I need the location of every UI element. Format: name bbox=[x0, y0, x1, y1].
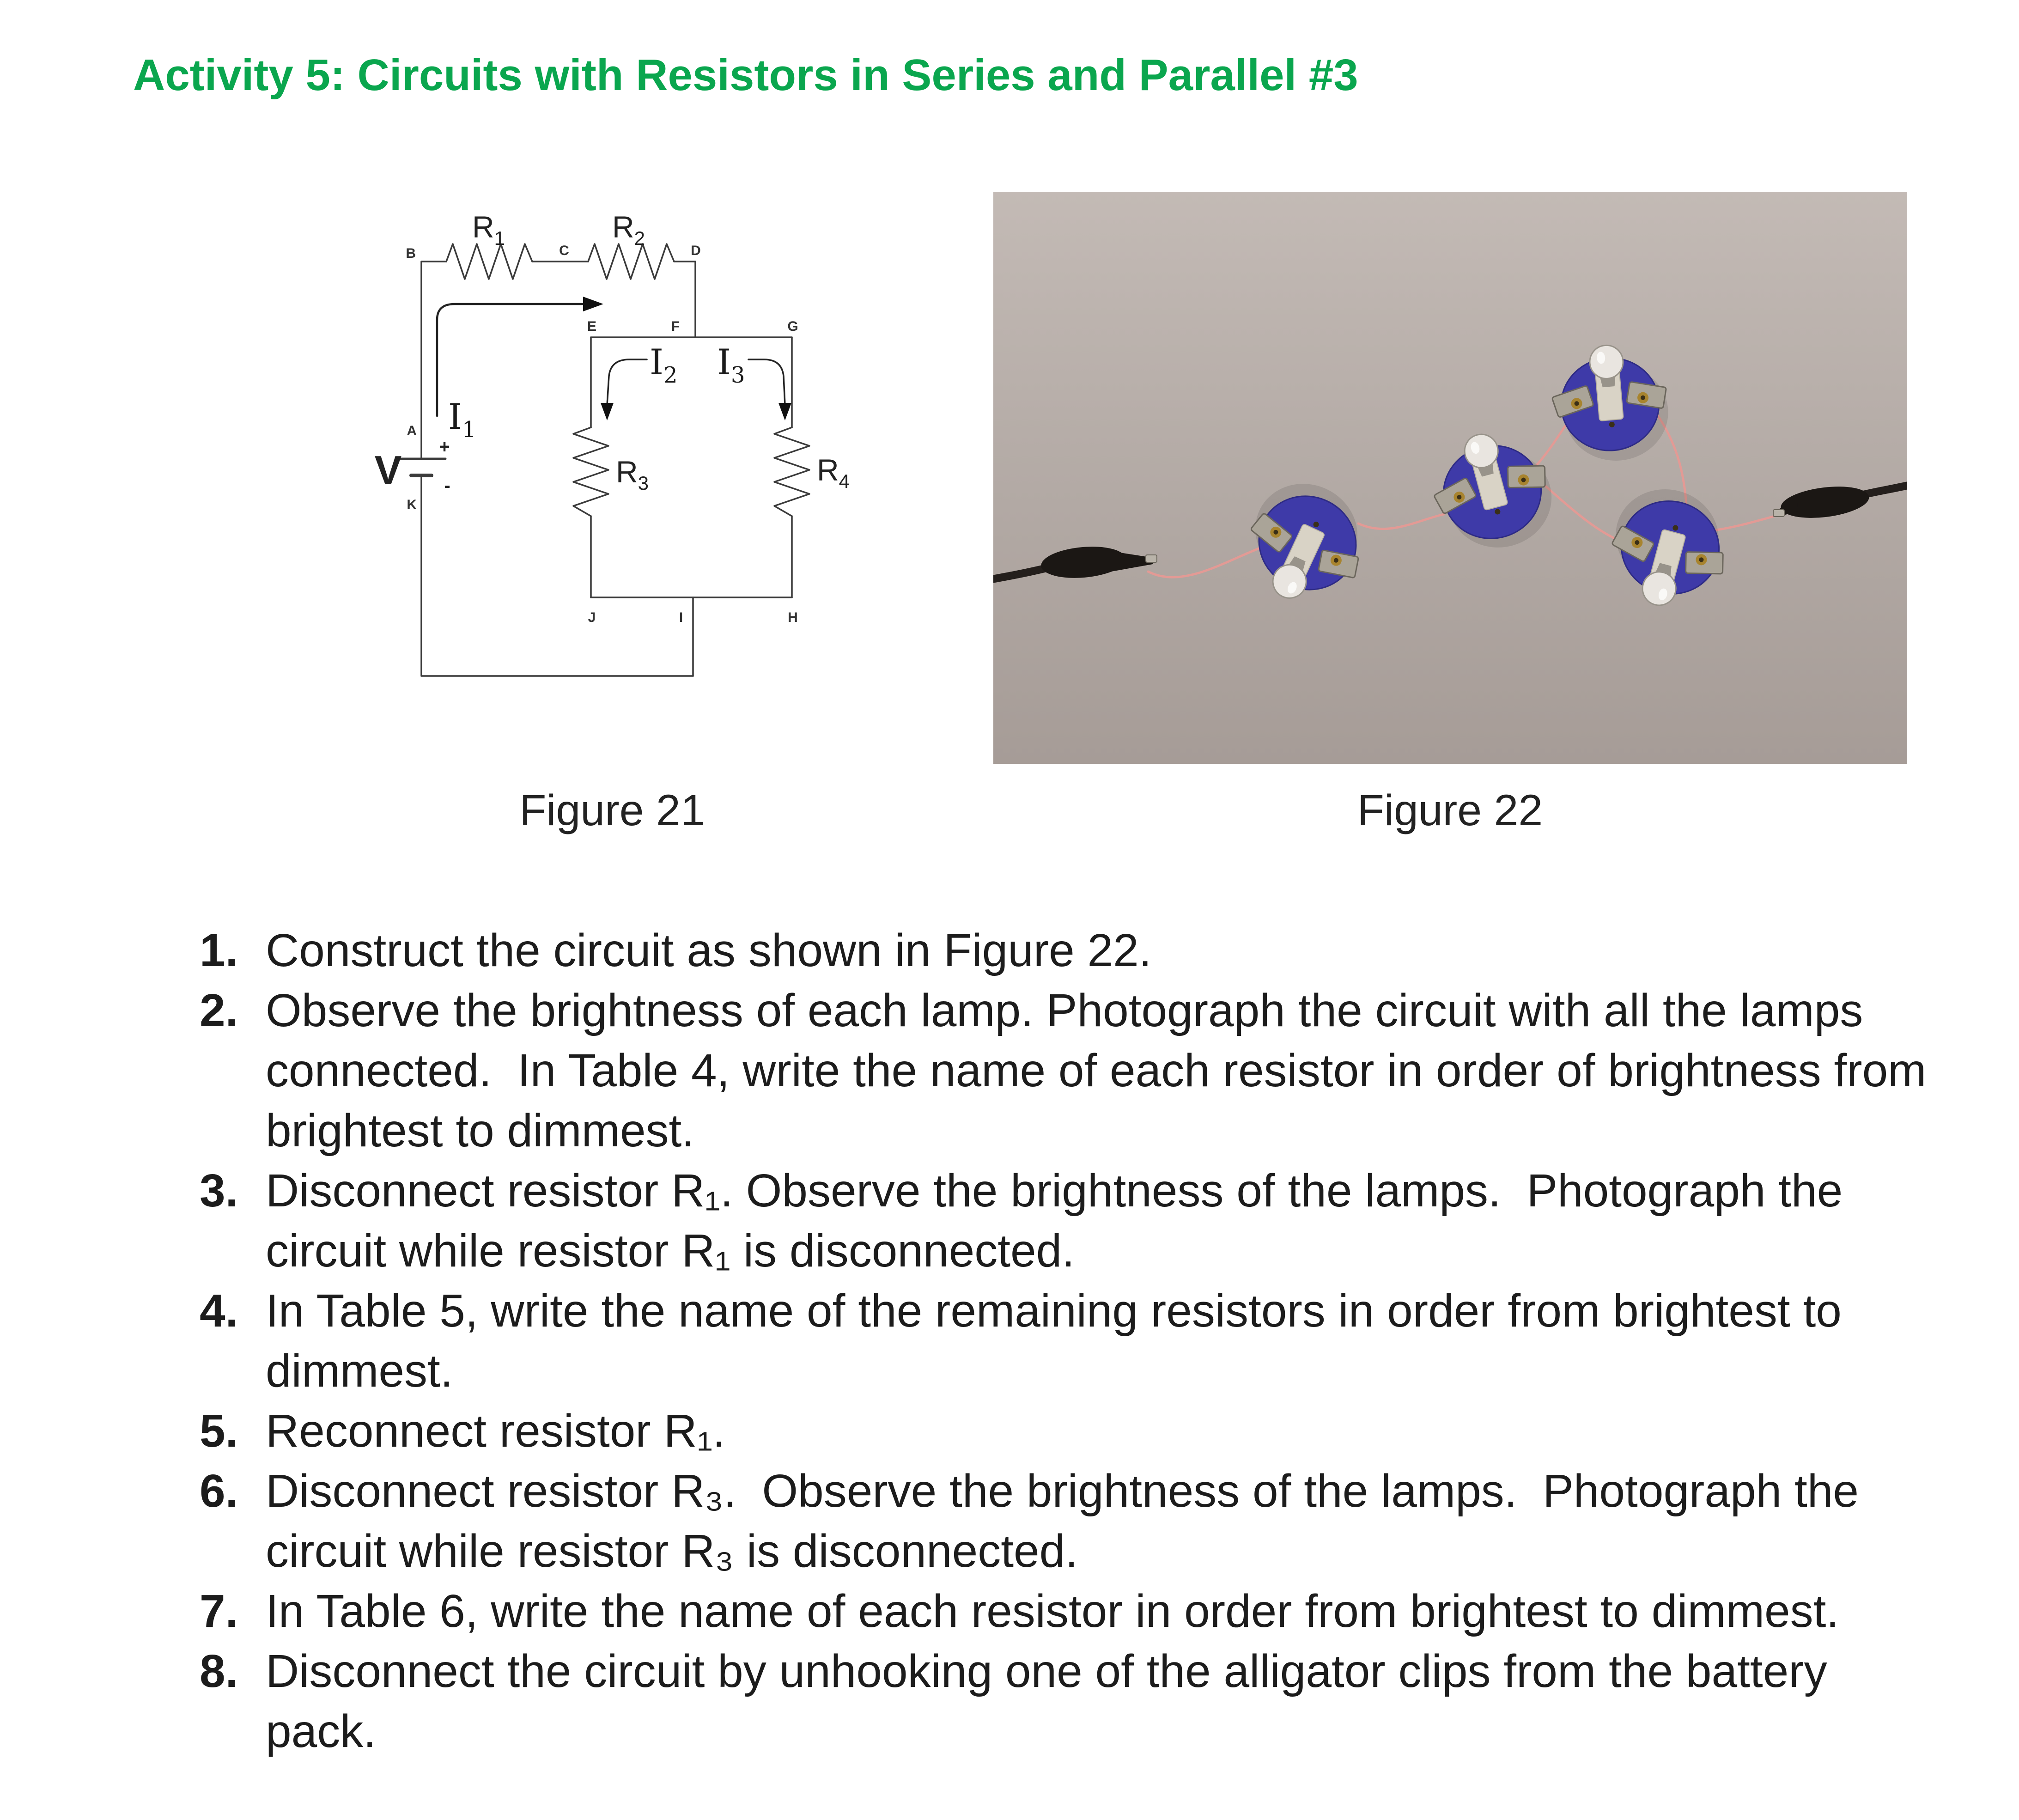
instruction-line: Disconnect the circuit by unhooking one of the alligator clips from the battery bbox=[266, 1645, 1827, 1697]
figure-21-caption: Figure 21 bbox=[519, 786, 705, 835]
instructions-list bbox=[200, 920, 1937, 1761]
battery-plus-sign: + bbox=[439, 437, 450, 457]
resistor-r1-symbol bbox=[446, 244, 532, 279]
instruction-item bbox=[200, 1161, 1937, 1281]
instruction-line: connected. In Table 4, write the name of each resistor in order of brightness from bbox=[266, 1045, 1927, 1096]
instruction-item bbox=[200, 1461, 1937, 1581]
instruction-line: circuit while resistor R₃ is disconnected. bbox=[266, 1525, 1078, 1577]
node-label-a: A bbox=[407, 423, 417, 438]
instruction-line: brightest to dimmest. bbox=[266, 1105, 695, 1157]
resistor-label-r1: $R_1$ bbox=[472, 210, 505, 249]
current-arrow-i2 bbox=[607, 359, 647, 405]
instruction-line: Disconnect resistor R₃. Observe the brightness of the lamps. Photograph the bbox=[266, 1465, 1859, 1517]
instruction-line: pack. bbox=[266, 1705, 377, 1757]
current-arrowhead-i2 bbox=[601, 403, 614, 420]
resistor-label-r2: $R_2$ bbox=[612, 210, 645, 249]
wire-bottom-return bbox=[421, 475, 693, 676]
battery-voltage-label: V bbox=[374, 447, 402, 493]
page-title: Activity 5: Circuits with Resistors in Series and Parallel #3 bbox=[133, 50, 1358, 100]
instruction-line: Observe the brightness of each lamp. Photograph the circuit with all the lamps bbox=[266, 985, 1863, 1036]
wire-top-left bbox=[421, 262, 446, 459]
current-label-i1: $I_1$ bbox=[448, 396, 476, 443]
instruction-item bbox=[200, 1401, 1937, 1461]
instruction-number: 6. bbox=[200, 1465, 238, 1517]
figure-22-photo bbox=[993, 192, 1907, 764]
resistor-label-r4: $R_4$ bbox=[817, 453, 850, 492]
resistor-label-r3: $R_3$ bbox=[616, 455, 649, 494]
instruction-item bbox=[200, 1581, 1937, 1641]
instruction-number: 4. bbox=[200, 1285, 238, 1337]
instruction-line: circuit while resistor R₁ is disconnected. bbox=[266, 1225, 1075, 1277]
instruction-number: 5. bbox=[200, 1405, 238, 1457]
node-label-d: D bbox=[691, 243, 701, 258]
instruction-item bbox=[200, 920, 1937, 980]
node-label-g: G bbox=[787, 319, 798, 334]
node-label-i: I bbox=[679, 610, 683, 625]
node-label-f: F bbox=[671, 319, 680, 334]
instruction-item bbox=[200, 1641, 1937, 1761]
figure-22-caption: Figure 22 bbox=[1357, 786, 1543, 835]
instruction-number: 3. bbox=[200, 1165, 238, 1217]
resistor-r3-symbol bbox=[573, 427, 608, 516]
battery-minus-sign: - bbox=[444, 475, 450, 496]
node-label-b: B bbox=[406, 246, 416, 261]
current-arrowhead-i1 bbox=[583, 297, 603, 311]
instruction-item bbox=[200, 980, 1937, 1161]
node-label-j: J bbox=[588, 610, 596, 625]
node-label-h: H bbox=[788, 610, 798, 625]
circuit-diagram-svg bbox=[323, 176, 901, 753]
photo-svg bbox=[993, 192, 1907, 764]
instruction-item bbox=[200, 1281, 1937, 1401]
instruction-line: Construct the circuit as shown in Figure 22. bbox=[266, 925, 1152, 976]
instruction-number: 8. bbox=[200, 1645, 238, 1697]
instruction-number: 2. bbox=[200, 985, 238, 1036]
node-label-e: E bbox=[587, 319, 597, 334]
node-label-c: C bbox=[559, 243, 569, 258]
resistor-r4-symbol bbox=[774, 427, 809, 516]
instruction-line: In Table 6, write the name of each resistor in order from brightest to dimmest. bbox=[266, 1585, 1839, 1637]
current-label-i2: $I_2$ bbox=[650, 341, 678, 388]
current-label-i3: $I_3$ bbox=[717, 341, 745, 388]
node-label-k: K bbox=[407, 497, 417, 512]
current-arrow-i3 bbox=[748, 359, 785, 405]
instruction-line: dimmest. bbox=[266, 1345, 453, 1397]
instruction-line: Disconnect resistor R₁. Observe the brightness of the lamps. Photograph the bbox=[266, 1165, 1843, 1217]
current-arrowhead-i3 bbox=[778, 403, 791, 420]
instruction-number: 7. bbox=[200, 1585, 238, 1637]
resistor-r2-symbol bbox=[588, 244, 674, 279]
instruction-number: 1. bbox=[200, 925, 238, 976]
instruction-line: In Table 5, write the name of the remaining resistors in order from brightest to bbox=[266, 1285, 1842, 1337]
figure-21-diagram bbox=[323, 176, 901, 753]
instruction-line: Reconnect resistor R₁. bbox=[266, 1405, 726, 1457]
